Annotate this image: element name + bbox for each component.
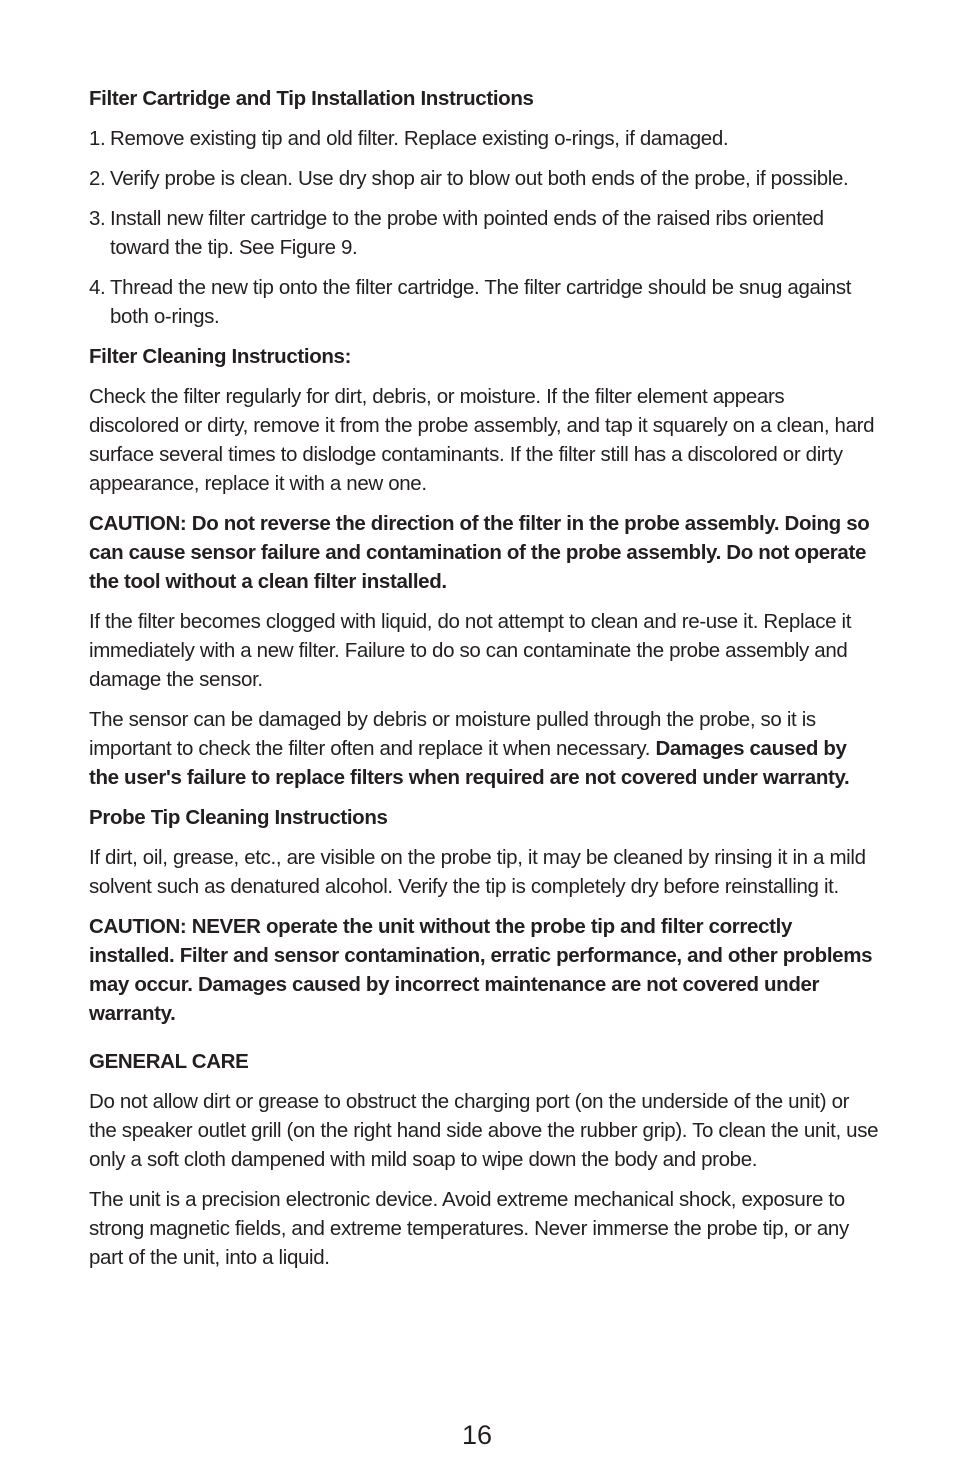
install-step [89, 164, 879, 193]
install-step [89, 273, 879, 331]
sensor-damage-text: The sensor can be damaged by debris or moisture pulled through the probe, so it is important to check the filter often and replace it when necessary. [89, 708, 816, 760]
install-step [89, 204, 879, 262]
probe-tip-heading: Probe Tip Cleaning Instructions [89, 806, 388, 829]
warranty-notice: Damages caused by the user's failure to replace filters when required are not covered under warranty. [89, 737, 850, 789]
general-care-paragraph-2: The unit is a precision electronic device. Avoid extreme mechanical shock, exposure to strong magnetic fields, and extreme temperatures. Never immerse the probe tip, or any part of the unit, into a liquid. [89, 1188, 849, 1269]
step-number: 3. [89, 207, 106, 230]
clogged-filter-paragraph: If the filter becomes clogged with liquid, do not attempt to clean and re-use it. Replace it immediately with a new filter. Failure to do so can contaminate the probe assembly and damage the sensor. [89, 610, 852, 691]
filter-cleaning-heading: Filter Cleaning Instructions: [89, 345, 352, 368]
step-text: Thread the new tip onto the filter cartridge. The filter cartridge should be snug against both o-rings. [110, 276, 852, 328]
step-text: Verify probe is clean. Use dry shop air to blow out both ends of the probe, if possible. [110, 167, 849, 190]
install-steps-list [89, 124, 879, 331]
sensor-damage-paragraph [89, 705, 879, 792]
install-step [89, 124, 879, 153]
step-number: 2. [89, 167, 106, 190]
step-number: 4. [89, 276, 106, 299]
general-care-heading: GENERAL CARE [89, 1050, 249, 1073]
step-text: Install new filter cartridge to the probe with pointed ends of the raised ribs oriented toward the tip. See Figure 9. [110, 207, 824, 259]
page-number: 16 [461, 1420, 493, 1450]
probe-tip-caution-notice: CAUTION: NEVER operate the unit without the probe tip and filter correctly installed. Filter and sensor contamination, erratic performance, and other problems may occur. Damages caused by incorrect maintenance are not covered under warranty. [89, 915, 873, 1025]
probe-tip-paragraph: If dirt, oil, grease, etc., are visible on the probe tip, it may be cleaned by rinsing it in a mild solvent such as denatured alcohol. Verify the tip is completely dry before reinstalling it. [89, 846, 866, 898]
manual-page [89, 84, 879, 1283]
general-care-paragraph-1: Do not allow dirt or grease to obstruct the charging port (on the underside of the unit) or the speaker outlet grill (on the right hand side above the rubber grip). To clean the unit, use only a soft cloth dampened with mild soap to wipe down the body and probe. [89, 1090, 879, 1171]
filter-cleaning-paragraph: Check the filter regularly for dirt, debris, or moisture. If the filter element appears discolored or dirty, remove it from the probe assembly, and tap it squarely on a clean, hard surface several times to dislodge contaminants. If the filter still has a discolored or dirty appearance, replace it with a new one. [89, 385, 875, 495]
filter-caution-notice: CAUTION: Do not reverse the direction of the filter in the probe assembly. Doing so can cause sensor failure and contamination of the probe assembly. Do not operate the tool without a clean filter installed. [89, 512, 870, 593]
step-number: 1. [89, 127, 106, 150]
step-text: Remove existing tip and old filter. Replace existing o-rings, if damaged. [110, 127, 729, 150]
install-heading: Filter Cartridge and Tip Installation Instructions [89, 87, 534, 110]
